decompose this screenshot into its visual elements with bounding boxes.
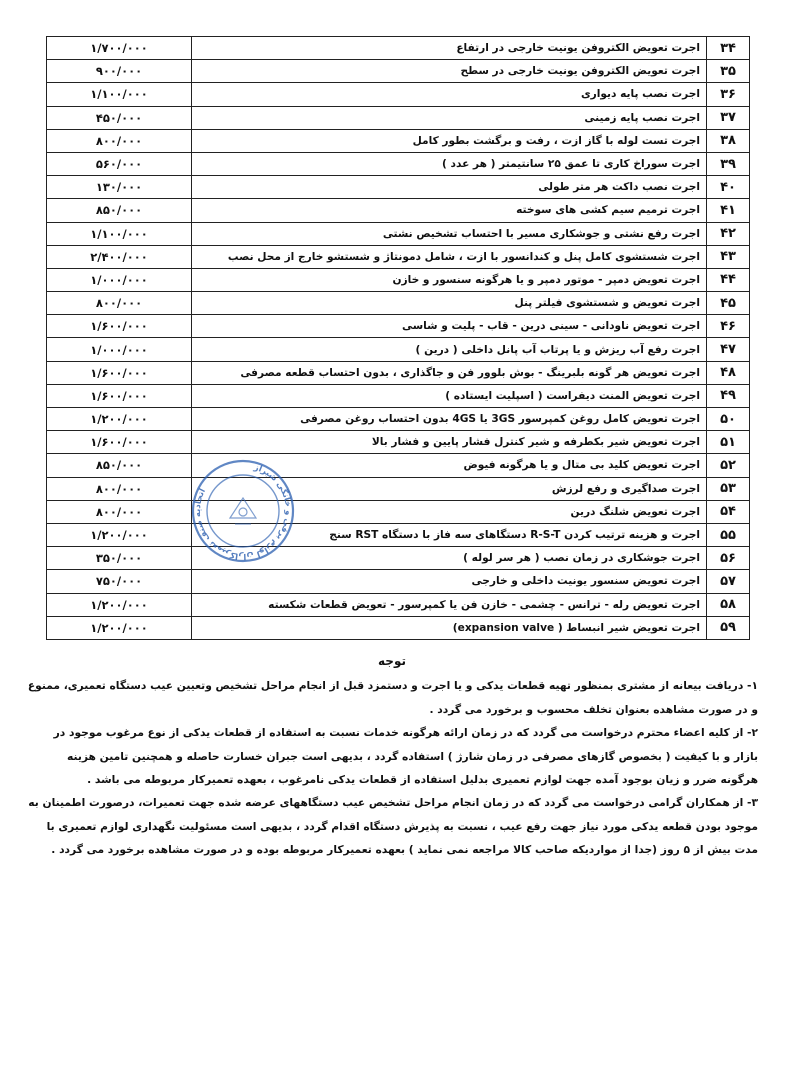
table-row [47,361,750,384]
row-number: ۵۸ [707,593,750,616]
row-price: ۸۵۰/۰۰۰ [47,199,192,222]
row-description: اجرت تعویض و شستشوی فیلتر پنل [192,292,707,315]
row-price: ۱/۷۰۰/۰۰۰ [47,37,192,60]
row-price: ۹۰۰/۰۰۰ [47,60,192,83]
row-number: ۴۰ [707,176,750,199]
row-number: ۳۸ [707,129,750,152]
notes-section [26,650,758,862]
price-table [46,36,750,640]
row-number: ۵۴ [707,500,750,523]
table-row [47,454,750,477]
note-3: ۳- از همکاران گرامی درخواست می گردد که در زمان انجام مراحل تشخیص عیب دستگاههای عرضه شده جهت تعمیرات، درصورت اطمینان به موجود بودن قطعه یدکی مورد نیاز جهت رفع عیب ، نسبت به پذیرش دستگاه اقدام گردد ، بدیهی است مسئولیت نگهداری لوازم تعمیری با مدت بیش از ۵ روز (جدا از مواردیکه صاحب کالا مراجعه نمی نماید ) بعهده تعمیرکار مربوطه بوده و در صورت مشاهده برخورد می گردد . [28,796,758,857]
row-description: اجرت تعویض رله - ترانس - چشمی - خازن فن یا کمپرسور - تعویض قطعات شکسته [192,593,707,616]
row-description: اجرت تعویض سنسور یونیت داخلی و خارجی [192,570,707,593]
table-row [47,431,750,454]
row-price: ۲/۴۰۰/۰۰۰ [47,245,192,268]
row-description: اجرت جوشکاری در زمان نصب ( هر سر لوله ) [192,547,707,570]
row-description: اجرت شستشوی کامل پنل و کندانسور با ازت ، شامل دمونتاژ و شستشو خارج از محل نصب [192,245,707,268]
row-price: ۱۳۰/۰۰۰ [47,176,192,199]
row-price: ۱/۲۰۰/۰۰۰ [47,616,192,639]
row-number: ۴۹ [707,384,750,407]
row-description: اجرت رفع آب ریزش و یا پرتاب آب پانل داخلی ( درین ) [192,338,707,361]
table-row [47,152,750,175]
row-number: ۴۴ [707,268,750,291]
table-row [47,523,750,546]
table-row [47,547,750,570]
row-number: ۳۷ [707,106,750,129]
row-number: ۵۵ [707,523,750,546]
row-description: اجرت تعویض ناودانی - سینی درین - قاب - پلیت و شاسی [192,315,707,338]
table-row [47,477,750,500]
table-row [47,593,750,616]
row-number: ۵۶ [707,547,750,570]
row-price: ۱/۲۰۰/۰۰۰ [47,408,192,431]
row-number: ۵۲ [707,454,750,477]
note-2: ۲- از کلیه اعضاء محترم درخواست می گردد که در زمان ارائه هرگونه خدمات نسبت به استفاده از قطعات یدکی از نوع مرغوب موجود در بازار و با کیفیت ( بخصوص گازهای مصرفی در زمان شارژ ) استفاده گردد ، بدیهی است جبران خسارت حاصله و همچنین تامین هزینه هرگونه ضرر و زیان بوجود آمده جهت لوازم تعمیری بدلیل استفاده از قطعات یدکی نامرغوب ، بعهده تعمیرکار مربوطه می باشد . [53,726,758,787]
row-price: ۸۰۰/۰۰۰ [47,292,192,315]
row-price: ۳۵۰/۰۰۰ [47,547,192,570]
table-row [47,83,750,106]
row-description: اجرت تعویض الکتروفن یونیت خارجی در ارتفاع [192,37,707,60]
table-row [47,222,750,245]
row-price: ۸۵۰/۰۰۰ [47,454,192,477]
row-number: ۴۸ [707,361,750,384]
row-description: اجرت تعویض کلید بی متال و یا هرگونه فیوض [192,454,707,477]
row-number: ۳۹ [707,152,750,175]
row-number: ۵۹ [707,616,750,639]
table-row [47,268,750,291]
row-number: ۳۶ [707,83,750,106]
row-price: ۱/۱۰۰/۰۰۰ [47,83,192,106]
row-description: اجرت نصب پایه دیواری [192,83,707,106]
table-row [47,129,750,152]
row-number: ۴۱ [707,199,750,222]
row-description: اجرت و هزینه ترتیب کردن R-S-T دستگاهای سه فاز با دستگاه RST سنج [192,523,707,546]
row-description: اجرت صداگیری و رفع لرزش [192,477,707,500]
table-row [47,570,750,593]
row-price: ۵۶۰/۰۰۰ [47,152,192,175]
row-price: ۱/۲۰۰/۰۰۰ [47,593,192,616]
row-number: ۴۶ [707,315,750,338]
row-price: ۱/۶۰۰/۰۰۰ [47,315,192,338]
stamp-emblem [230,498,256,524]
row-number: ۴۳ [707,245,750,268]
table-row [47,500,750,523]
table-row [47,106,750,129]
row-price: ۸۰۰/۰۰۰ [47,129,192,152]
row-number: ۳۴ [707,37,750,60]
row-description: اجرت تعویض هر گونه بلبرینگ - بوش بلوور فن و جاگذاری ، بدون احتساب قطعه مصرفی [192,361,707,384]
table-row [47,176,750,199]
table-row [47,384,750,407]
row-price: ۷۵۰/۰۰۰ [47,570,192,593]
row-description: اجرت رفع نشتی و جوشکاری مسیر با احتساب تشخیص نشتی [192,222,707,245]
row-price: ۱/۲۰۰/۰۰۰ [47,523,192,546]
table-row [47,60,750,83]
table-row [47,245,750,268]
row-description: اجرت تعویض شلنگ درین [192,500,707,523]
price-table-body [47,37,750,640]
notes-title: توجه [378,654,406,668]
union-stamp [190,458,296,564]
row-price: ۱/۶۰۰/۰۰۰ [47,431,192,454]
row-price: ۱/۰۰۰/۰۰۰ [47,268,192,291]
table-row [47,616,750,639]
row-number: ۴۷ [707,338,750,361]
row-number: ۵۱ [707,431,750,454]
row-description: اجرت تعویض المنت دیفراست ( اسپلیت ایستاده ) [192,384,707,407]
row-price: ۱/۰۰۰/۰۰۰ [47,338,192,361]
table-row [47,37,750,60]
row-description: اجرت تست لوله با گاز ازت ، رفت و برگشت بطور کامل [192,129,707,152]
table-row [47,408,750,431]
row-price: ۱/۶۰۰/۰۰۰ [47,361,192,384]
row-description: اجرت ترمیم سیم کشی های سوخته [192,199,707,222]
row-price: ۱/۶۰۰/۰۰۰ [47,384,192,407]
row-number: ۳۵ [707,60,750,83]
stamp-text: اتحادیه صنف تعمیرکاران لوازم برقی و خانگی شیراز [191,461,295,563]
row-number: ۵۳ [707,477,750,500]
row-description: اجرت نصب پایه زمینی [192,106,707,129]
row-price: ۸۰۰/۰۰۰ [47,477,192,500]
row-description: اجرت تعویض دمپر - موتور دمپر و یا هرگونه سنسور و خازن [192,268,707,291]
row-description: اجرت تعویض شیر انبساط ( expansion valve) [192,616,707,639]
row-number: ۴۲ [707,222,750,245]
row-description: اجرت تعویض کامل روغن کمپرسور 3GS یا 4GS بدون احتساب روغن مصرفی [192,408,707,431]
row-description: اجرت نصب داکت هر متر طولی [192,176,707,199]
row-price: ۴۵۰/۰۰۰ [47,106,192,129]
note-1: ۱- دریافت بیعانه از مشتری بمنظور تهیه قطعات یدکی و یا اجرت و دستمزد قبل از انجام مراحل تشخیص وتعیین عیب دستگاه تعمیری، ممنوع و در صورت مشاهده بعنوان تخلف محسوب و برخورد می گردد . [27,679,758,716]
row-number: ۴۵ [707,292,750,315]
table-row [47,315,750,338]
row-number: ۵۷ [707,570,750,593]
row-description: اجرت تعویض شیر بکطرفه و شیر کنترل فشار پایین و فشار بالا [192,431,707,454]
row-description: اجرت تعویض الکتروفن یونیت خارجی در سطح [192,60,707,83]
table-row [47,292,750,315]
row-number: ۵۰ [707,408,750,431]
row-price: ۸۰۰/۰۰۰ [47,500,192,523]
table-row [47,199,750,222]
row-price: ۱/۱۰۰/۰۰۰ [47,222,192,245]
table-row [47,338,750,361]
row-description: اجرت سوراخ کاری تا عمق ۲۵ سانتیمتر ( هر عدد ) [192,152,707,175]
